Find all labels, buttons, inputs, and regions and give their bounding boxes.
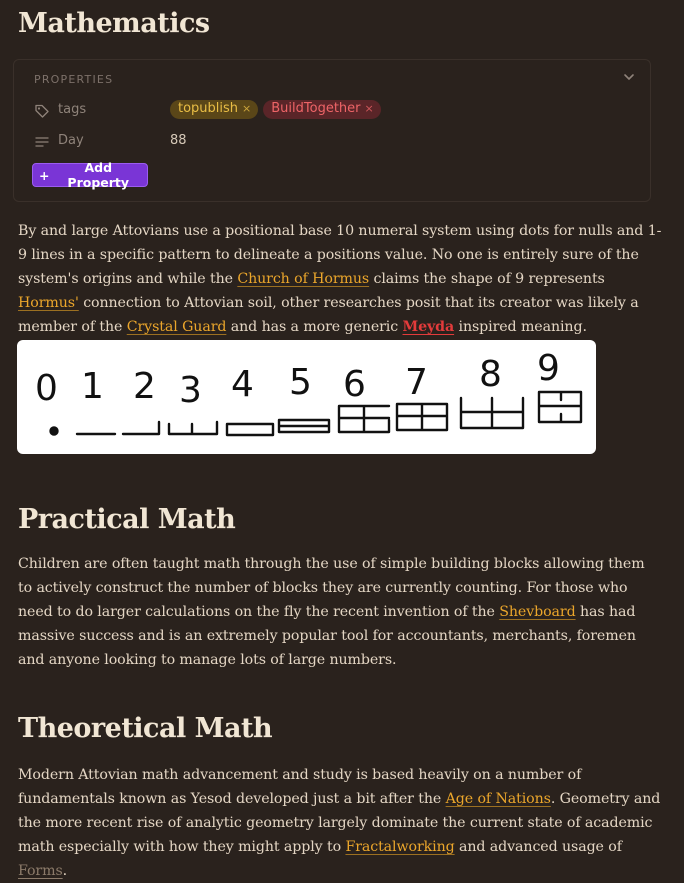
remove-tag-icon[interactable]: × [242, 102, 252, 115]
plus-icon: + [39, 167, 50, 183]
link-shevboard[interactable]: Shevboard [499, 604, 576, 620]
tag-chip[interactable] [263, 100, 380, 119]
link-meyda[interactable]: Meyda [402, 319, 455, 335]
tag-label: topublish [178, 101, 239, 116]
link-church-of-hormus[interactable]: Church of Hormus [237, 271, 370, 287]
numeral-mark-5 [279, 420, 329, 432]
digit-label: 7 [405, 362, 428, 403]
properties-panel [13, 59, 651, 202]
add-property-label: Add Property [67, 160, 130, 190]
digit-label: 8 [479, 354, 502, 395]
numeral-mark-6 [339, 406, 389, 432]
theoretical-paragraph: Modern Attovian math advancement and study is based heavily on a number of fundamentals known as Yesod developed just a bit after the Age of Nations. Geometry and the more recent rise of analytic geometry largely dominate the current state of academic math especially with how they might apply to Fractalworking and advanced usage of Forms. [18, 767, 661, 879]
numeral-system-image [17, 340, 596, 454]
numeral-mark-8 [461, 398, 523, 428]
digit-label: 5 [289, 362, 312, 403]
property-value-day[interactable]: 88 [170, 133, 187, 148]
practical-paragraph: Children are often taught math through the use of simple building blocks allowing them to actively construct the number of blocks they are currently counting. For those who need to do larger calculations on the fly the recent invention of the Shevboard has had massive success and is an extremely popular tool for accountants, merchants, foremen and anyone looking to manage lots of large numbers. [18, 556, 645, 668]
numeral-mark-3 [169, 422, 217, 434]
link-crystal-guard[interactable]: Crystal Guard [126, 319, 227, 335]
property-day-row [34, 131, 634, 153]
numeral-mark-9 [539, 392, 581, 422]
tag-label: BuildTogether [271, 101, 361, 116]
numeral-mark-7 [397, 404, 447, 430]
page-title: Mathematics [18, 8, 210, 39]
properties-header: PROPERTIES [34, 73, 114, 86]
link-fractalworking[interactable]: Fractalworking [345, 839, 455, 855]
numeral-drawing [17, 340, 596, 454]
property-tags-row [34, 100, 634, 122]
add-property-button[interactable] [32, 160, 148, 190]
section-heading-theoretical-math: Theoretical Math [18, 713, 273, 744]
digit-label: 4 [231, 364, 254, 405]
link-forms[interactable]: Forms [18, 863, 63, 879]
intro-paragraph: By and large Attovians use a positional base 10 numeral system using dots for nulls and 1-9 lines in a specific pattern to delineate a positions value. No one is entirely sure of the system's origins and while the Church of Hormus claims the shape of 9 represents Hormus' connection to Attovian soil, other researches posit that its creator was likely a member of the Crystal Guard and has a more generic Meyda inspired meaning. [18, 223, 662, 335]
property-key-day[interactable]: Day [58, 133, 84, 148]
numeral-mark-4 [227, 424, 273, 435]
tag-chip[interactable] [170, 100, 258, 119]
link-hormus[interactable]: Hormus' [18, 295, 79, 311]
remove-tag-icon[interactable]: × [364, 102, 374, 115]
tag-icon [34, 103, 50, 119]
numeral-mark-2 [123, 422, 159, 434]
text-lines-icon [34, 134, 50, 150]
digit-label: 6 [343, 364, 366, 405]
digit-label: 9 [537, 348, 560, 389]
digit-label: 1 [81, 366, 104, 407]
property-value-tags [170, 100, 381, 119]
numeral-mark-0 [51, 428, 58, 435]
digit-label: 0 [35, 368, 58, 409]
chevron-down-icon[interactable] [622, 70, 636, 84]
section-heading-practical-math: Practical Math [18, 504, 236, 535]
link-age-of-nations[interactable]: Age of Nations [445, 791, 551, 807]
property-key-tags[interactable]: tags [58, 102, 87, 117]
digit-label: 3 [179, 370, 202, 411]
digit-label: 2 [133, 366, 156, 407]
